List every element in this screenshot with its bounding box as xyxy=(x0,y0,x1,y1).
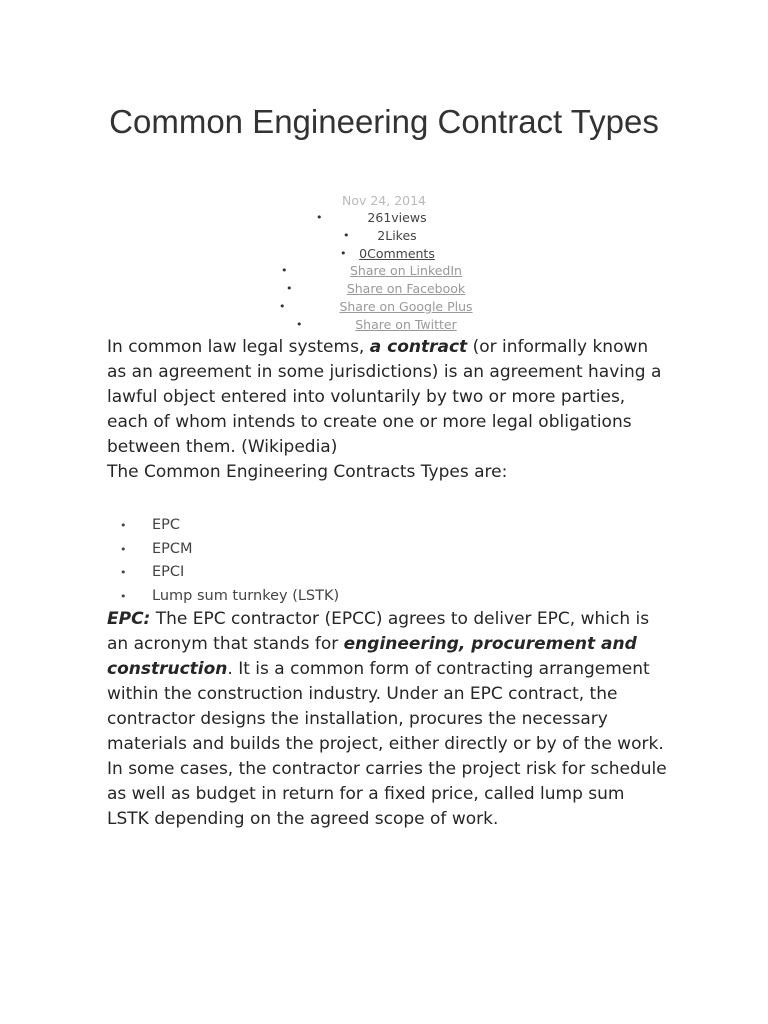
views-count: 261views xyxy=(367,210,427,225)
share-google-link[interactable]: Share on Google Plus xyxy=(339,299,473,314)
bullet: • xyxy=(120,566,127,579)
contract-types-lead: The Common Engineering Contracts Types are: xyxy=(107,462,508,482)
bullet: • xyxy=(120,542,127,556)
list-item xyxy=(118,585,339,609)
intro-paragraph xyxy=(107,335,667,485)
bullet: • xyxy=(286,282,293,295)
epc-paragraph xyxy=(107,607,667,832)
bullet: • xyxy=(343,229,350,242)
share-twitter-link[interactable]: Share on Twitter xyxy=(355,317,457,332)
list-item-label: EPCI xyxy=(152,564,185,580)
bullet: • xyxy=(316,211,323,224)
epc-emphasis: engineering, procurement and construction xyxy=(107,634,637,679)
list-item-label: EPCM xyxy=(152,540,193,557)
comments-item[interactable] xyxy=(0,245,768,263)
contract-types-list xyxy=(118,514,339,608)
views-item xyxy=(0,209,768,227)
bullet: • xyxy=(340,247,347,260)
bullet: • xyxy=(279,300,286,313)
share-twitter-item[interactable] xyxy=(0,316,768,334)
intro-text-end: (or informally known as an agreement in some jurisdictions) is an agreement having a lawful object entered into voluntarily by two or more parties, each of whom intends to create one or more legal obligations between them. (Wikipedia) xyxy=(107,337,662,457)
list-item-label: Lump sum turnkey (LSTK) xyxy=(152,587,340,604)
share-google-item[interactable] xyxy=(0,298,768,316)
likes-item xyxy=(0,227,768,245)
comments-link[interactable]: 0Comments xyxy=(359,246,435,261)
bullet: • xyxy=(120,589,127,603)
list-item xyxy=(118,538,339,562)
share-facebook-item[interactable] xyxy=(0,280,768,298)
list-item-label: EPC xyxy=(152,517,181,533)
bullet: • xyxy=(296,318,303,331)
bullet: • xyxy=(120,519,127,532)
epc-text-end: . It is a common form of contracting arrangement within the construction industry. Under an EPC contract, the contractor designs the installation, procures the necessary materials and builds the project, either directly or by of the work. In some cases, the contractor carries the project risk for schedule as well as budget in return for a fixed price, called lump sum LSTK depending on the agreed scope of work. xyxy=(107,659,667,829)
intro-emphasis: a contract xyxy=(369,337,468,357)
likes-count: 2Likes xyxy=(377,228,417,243)
intro-text-start: In common law legal systems, xyxy=(107,337,370,357)
epc-text-start: The EPC contractor (EPCC) agrees to deliver EPC, which is an acronym that stands for xyxy=(107,609,650,654)
share-linkedin-item[interactable] xyxy=(0,262,768,280)
bullet: • xyxy=(281,264,288,277)
post-date: Nov 24, 2014 xyxy=(341,193,427,208)
share-linkedin-link[interactable]: Share on LinkedIn xyxy=(350,263,462,278)
list-item xyxy=(118,561,339,585)
share-facebook-link[interactable]: Share on Facebook xyxy=(346,281,466,296)
epc-lead: EPC: xyxy=(107,609,151,629)
page-title: Common Engineering Contract Types xyxy=(109,103,659,140)
list-item xyxy=(118,514,339,538)
